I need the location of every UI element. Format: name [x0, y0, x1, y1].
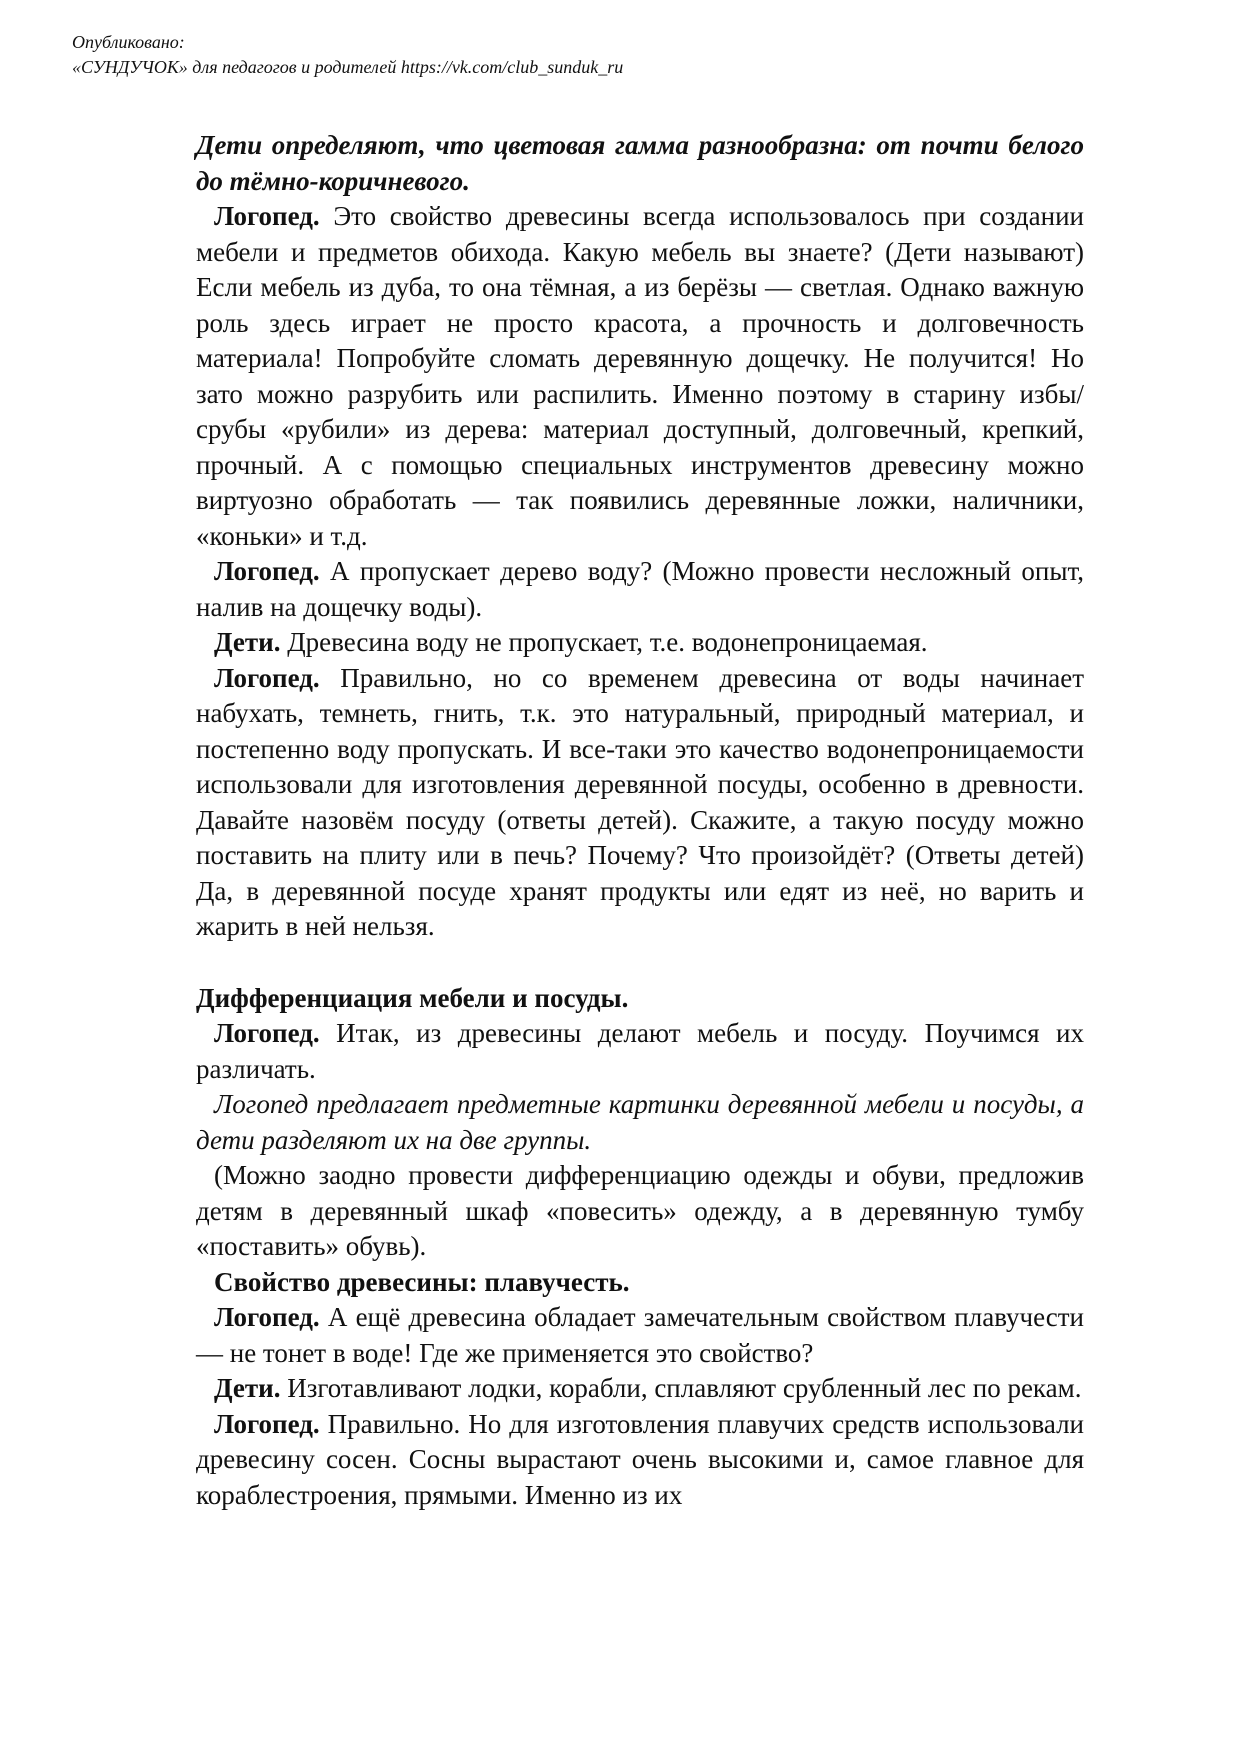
speech-paragraph	[196, 1300, 1084, 1371]
plain-paragraph: (Можно заодно провести дифференциацию одежды и обуви, предложив детям в деревянный шкаф «повесить» одежду, а в деревянную тумбу «поставить» обувь).	[196, 1160, 1084, 1261]
speaker-label: Логопед.	[214, 1018, 320, 1048]
speech-text: Правильно. Но для изготовления плавучих средств использовали древесину сосен. Сосны вырастают очень высокими и, самое главное для кораблестроения, прямыми. Именно из их	[196, 1408, 1084, 1510]
italic-instruction: Логопед предлагает предметные картинки деревянной мебели и посуды, а дети разделяют их на две группы.	[196, 1089, 1084, 1155]
page-body	[196, 128, 1084, 1513]
speech-text: Итак, из древесины делают мебель и посуду. Поучимся их различать.	[196, 1018, 1085, 1084]
speech-text: Древесина воду не пропускает, т.е. водонепроницаемая.	[287, 627, 928, 657]
header-source-line: «СУНДУЧОК» для педагогов и родителей https://vk.com/club_sunduk_ru	[72, 57, 624, 77]
speech-paragraph	[196, 661, 1084, 945]
header-published-label: Опубликовано:	[72, 32, 185, 52]
section-heading: Дифференциация мебели и посуды.	[196, 982, 629, 1013]
publication-header	[72, 30, 1172, 80]
speech-paragraph	[196, 199, 1084, 554]
speaker-label: Логопед.	[214, 556, 320, 586]
speaker-label: Логопед.	[214, 201, 320, 231]
speech-paragraph	[196, 625, 1084, 661]
speech-text: А ещё древесина обладает замечательным свойством плавучести — не тонет в воде! Где же применяется это свойство?	[196, 1302, 1084, 1368]
speaker-label: Логопед.	[214, 662, 320, 693]
speaker-label: Логопед.	[214, 1302, 320, 1332]
intro-italic-paragraph: Дети определяют, что цветовая гамма разнообразна: от почти белого до тёмно-коричневого.	[196, 130, 1084, 196]
speech-text: А пропускает дерево воду? (Можно провести несложный опыт, налив на дощечку воды).	[196, 556, 1085, 622]
speech-paragraph	[196, 554, 1084, 625]
section-heading: Свойство древесины: плавучесть.	[214, 1266, 630, 1297]
speech-paragraph	[196, 1371, 1084, 1407]
speaker-label: Дети.	[214, 627, 281, 657]
speech-paragraph	[196, 1016, 1084, 1087]
speech-text: Изготавливают лодки, корабли, сплавляют срубленный лес по рекам.	[287, 1373, 1082, 1403]
speech-text: Правильно, но со временем древесина от воды начинает набухать, темнеть, гнить, т.к. это натуральный, природный материал, и постепенно воду пропускать. И все-таки это качество водонепроницаемости использовали для изготовления деревянной посуды, особенно в древности. Давайте назовём посуду (ответы детей). Скажите, а такую посуду можно поставить на плиту или в печь? Почему? Что произойдёт? (Ответы детей) Да, в деревянной посуде хранят продукты или едят из неё, но варить и жарить в ней нельзя.	[196, 662, 1085, 941]
paragraph-gap	[196, 945, 1084, 981]
speech-paragraph	[196, 1407, 1084, 1514]
speaker-label: Логопед.	[214, 1408, 320, 1439]
speaker-label: Дети.	[214, 1373, 281, 1403]
speech-text: Это свойство древесины всегда использовалось при создании мебели и предметов обихода. Какую мебель вы знаете? (Дети называют) Если мебель из дуба, то она тёмная, а из берёзы — светлая. Однако важную роль здесь играет не просто красота, а прочность и долговечность материала! Попробуйте сломать деревянную дощечку. Не получится! Но зато можно разрубить или распилить. Именно поэтому в старину избы/срубы «рубили» из дерева: материал доступный, долговечный, крепкий, прочный. А с помощью специальных инструментов древесину можно виртуозно обработать — так появились деревянные ложки, наличники, «коньки» и т.д.	[196, 201, 1084, 551]
